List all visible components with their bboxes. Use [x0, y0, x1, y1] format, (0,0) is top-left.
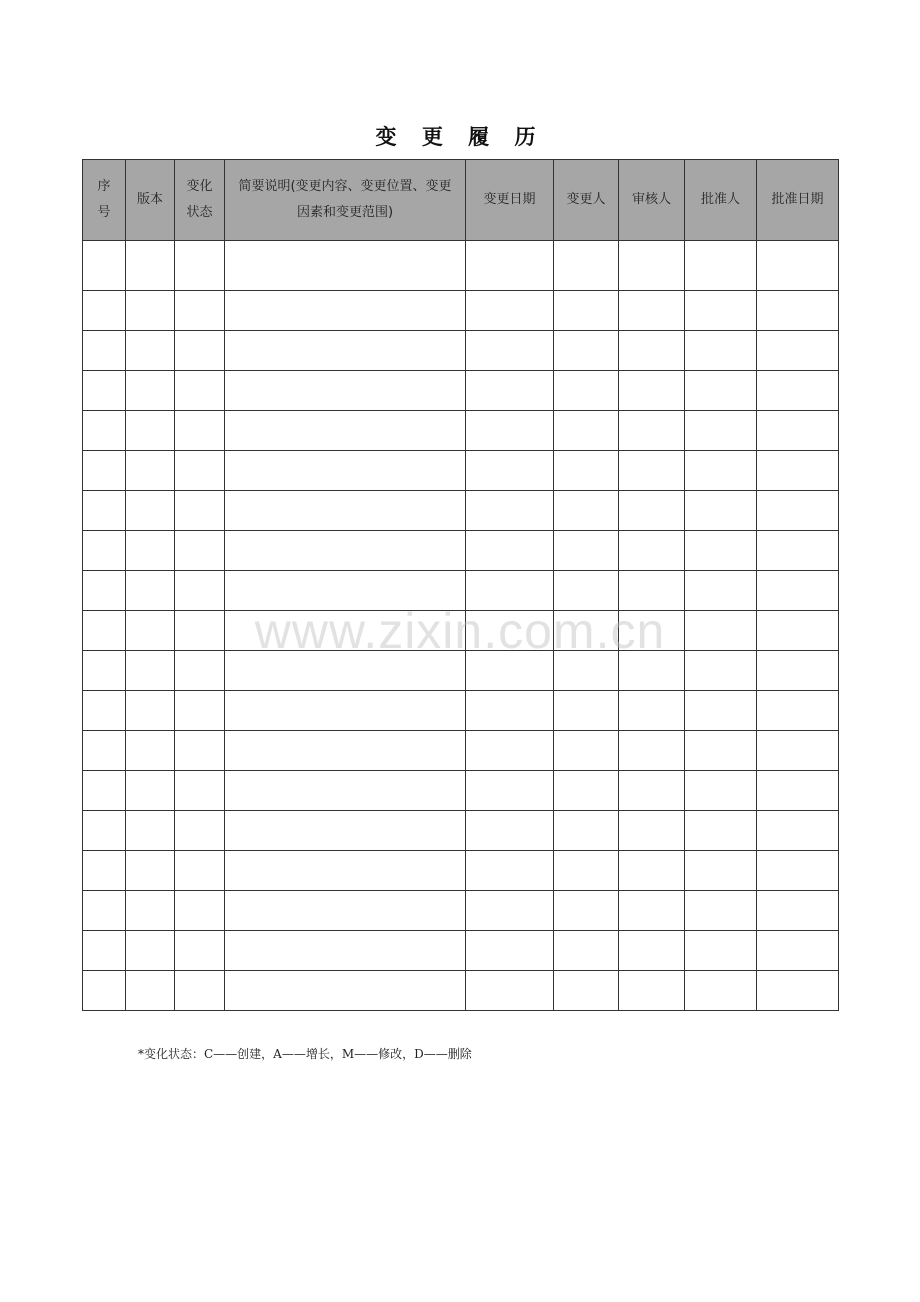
table-cell[interactable]: [225, 571, 466, 611]
table-cell[interactable]: [175, 811, 225, 851]
page-title: 变 更 履 历: [375, 124, 545, 149]
table-cell[interactable]: [757, 611, 839, 651]
table-cell[interactable]: [466, 731, 554, 771]
table-cell[interactable]: [757, 491, 839, 531]
table-cell[interactable]: [466, 691, 554, 731]
table-cell[interactable]: [757, 971, 839, 1011]
table-cell[interactable]: [466, 451, 554, 491]
table-cell[interactable]: [466, 491, 554, 531]
header-change-date: 变更日期: [466, 160, 554, 241]
table-cell[interactable]: [83, 411, 126, 451]
table-cell[interactable]: [619, 851, 685, 891]
table-cell[interactable]: [619, 491, 685, 531]
table-cell[interactable]: [619, 331, 685, 371]
table-cell[interactable]: [554, 411, 619, 451]
table-cell[interactable]: [126, 241, 175, 291]
table-cell[interactable]: [685, 571, 757, 611]
table-cell[interactable]: [126, 291, 175, 331]
table-cell[interactable]: [619, 731, 685, 771]
table-cell[interactable]: [83, 891, 126, 931]
table-cell[interactable]: [466, 851, 554, 891]
table-cell[interactable]: [225, 891, 466, 931]
table-row: [83, 931, 839, 971]
table-cell[interactable]: [83, 971, 126, 1011]
table-cell[interactable]: [126, 531, 175, 571]
table-cell[interactable]: [466, 611, 554, 651]
header-changed-by: 变更人: [554, 160, 619, 241]
table-cell[interactable]: [757, 851, 839, 891]
table-cell[interactable]: [175, 611, 225, 651]
table-cell[interactable]: [554, 771, 619, 811]
table-cell[interactable]: [685, 291, 757, 331]
table-cell[interactable]: [126, 771, 175, 811]
table-cell[interactable]: [225, 411, 466, 451]
table-cell[interactable]: [554, 331, 619, 371]
table-cell[interactable]: [685, 811, 757, 851]
table-cell[interactable]: [83, 651, 126, 691]
table-cell[interactable]: [685, 971, 757, 1011]
table-cell[interactable]: [619, 971, 685, 1011]
table-cell[interactable]: [685, 651, 757, 691]
table-cell[interactable]: [83, 931, 126, 971]
table-cell[interactable]: [225, 771, 466, 811]
table-cell[interactable]: [685, 771, 757, 811]
table-cell[interactable]: [466, 771, 554, 811]
table-cell[interactable]: [225, 611, 466, 651]
table-cell[interactable]: [126, 971, 175, 1011]
table-cell[interactable]: [175, 891, 225, 931]
table-cell[interactable]: [126, 371, 175, 411]
table-row: [83, 611, 839, 651]
table-cell[interactable]: [757, 691, 839, 731]
table-cell[interactable]: [554, 811, 619, 851]
table-cell[interactable]: [225, 651, 466, 691]
table-cell[interactable]: [225, 371, 466, 411]
change-history-table: [82, 159, 839, 1011]
table-cell[interactable]: [619, 241, 685, 291]
table-cell[interactable]: [554, 611, 619, 651]
table-row: [83, 851, 839, 891]
table-cell[interactable]: [225, 851, 466, 891]
table-row: [83, 771, 839, 811]
table-cell[interactable]: [619, 811, 685, 851]
table-cell[interactable]: [619, 891, 685, 931]
table-cell[interactable]: [83, 571, 126, 611]
table-row: [83, 811, 839, 851]
table-cell[interactable]: [757, 451, 839, 491]
table-row: [83, 971, 839, 1011]
table-row: [83, 731, 839, 771]
table-cell[interactable]: [83, 611, 126, 651]
table-cell[interactable]: [554, 851, 619, 891]
table-cell[interactable]: [757, 931, 839, 971]
table-cell[interactable]: [466, 971, 554, 1011]
table-cell[interactable]: [175, 931, 225, 971]
table-cell[interactable]: [225, 291, 466, 331]
table-cell[interactable]: [619, 531, 685, 571]
table-cell[interactable]: [225, 491, 466, 531]
table-cell[interactable]: [175, 851, 225, 891]
table-cell[interactable]: [225, 531, 466, 571]
table-cell[interactable]: [554, 931, 619, 971]
table-cell[interactable]: [685, 491, 757, 531]
table-cell[interactable]: [757, 371, 839, 411]
table-cell[interactable]: [126, 451, 175, 491]
table-cell[interactable]: [83, 291, 126, 331]
table-cell[interactable]: [175, 291, 225, 331]
table-row: [83, 571, 839, 611]
table-cell[interactable]: [126, 931, 175, 971]
change-status-note: *变化状态：C——创建，A——增长，M——修改，D——删除: [138, 1047, 472, 1061]
table-cell[interactable]: [554, 691, 619, 731]
table-cell[interactable]: [757, 291, 839, 331]
table-cell[interactable]: [619, 771, 685, 811]
table-cell[interactable]: [175, 731, 225, 771]
table-cell[interactable]: [83, 241, 126, 291]
table-cell[interactable]: [619, 651, 685, 691]
table-cell[interactable]: [554, 241, 619, 291]
table-row: [83, 371, 839, 411]
table-cell[interactable]: [126, 811, 175, 851]
table-row: [83, 651, 839, 691]
table-cell[interactable]: [83, 731, 126, 771]
table-cell[interactable]: [466, 811, 554, 851]
table-cell[interactable]: [225, 931, 466, 971]
table-row: [83, 331, 839, 371]
table-cell[interactable]: [619, 451, 685, 491]
header-serial-number: 序 号: [83, 160, 126, 241]
table-cell[interactable]: [619, 931, 685, 971]
table-cell[interactable]: [83, 491, 126, 531]
header-approver: 批准人: [685, 160, 757, 241]
table-row: [83, 691, 839, 731]
table-cell[interactable]: [225, 331, 466, 371]
table-cell[interactable]: [175, 651, 225, 691]
table-cell[interactable]: [757, 811, 839, 851]
table-cell[interactable]: [619, 611, 685, 651]
table-cell[interactable]: [83, 691, 126, 731]
table-cell[interactable]: [757, 571, 839, 611]
table-cell[interactable]: [466, 331, 554, 371]
table-cell[interactable]: [126, 491, 175, 531]
table-cell[interactable]: [685, 611, 757, 651]
table-cell[interactable]: [225, 811, 466, 851]
table-cell[interactable]: [619, 571, 685, 611]
header-description: 简要说明(变更内容、变更位置、变更 因素和变更范围): [225, 160, 466, 241]
table-cell[interactable]: [83, 331, 126, 371]
table-cell[interactable]: [126, 611, 175, 651]
table-cell[interactable]: [175, 531, 225, 571]
table-row: [83, 531, 839, 571]
table-cell[interactable]: [757, 411, 839, 451]
table-cell[interactable]: [466, 651, 554, 691]
table-row: [83, 891, 839, 931]
table-cell[interactable]: [554, 291, 619, 331]
table-cell[interactable]: [554, 451, 619, 491]
table-cell[interactable]: [757, 651, 839, 691]
table-cell[interactable]: [83, 531, 126, 571]
table-cell[interactable]: [225, 731, 466, 771]
table-cell[interactable]: [466, 241, 554, 291]
table-cell[interactable]: [175, 971, 225, 1011]
table-cell[interactable]: [175, 691, 225, 731]
header-version: 版本: [126, 160, 175, 241]
table-cell[interactable]: [554, 651, 619, 691]
table-cell[interactable]: [757, 531, 839, 571]
table-cell[interactable]: [619, 371, 685, 411]
table-header-row: [83, 160, 839, 241]
table-body: [83, 241, 839, 1011]
table-cell[interactable]: [83, 771, 126, 811]
header-approval-date: 批准日期: [757, 160, 839, 241]
table-cell[interactable]: [757, 771, 839, 811]
table-cell[interactable]: [175, 331, 225, 371]
table-row: [83, 411, 839, 451]
table-cell[interactable]: [619, 691, 685, 731]
table-cell[interactable]: [175, 771, 225, 811]
table-cell[interactable]: [685, 731, 757, 771]
table-row: [83, 491, 839, 531]
table-cell[interactable]: [126, 651, 175, 691]
table-cell[interactable]: [554, 731, 619, 771]
table-cell[interactable]: [757, 331, 839, 371]
table-cell[interactable]: [685, 851, 757, 891]
table-cell[interactable]: [126, 891, 175, 931]
table-cell[interactable]: [554, 531, 619, 571]
table-cell[interactable]: [619, 411, 685, 451]
table-cell[interactable]: [757, 241, 839, 291]
header-reviewer: 审核人: [619, 160, 685, 241]
table-cell[interactable]: [225, 451, 466, 491]
table-cell[interactable]: [554, 971, 619, 1011]
table-cell[interactable]: [685, 371, 757, 411]
table-cell[interactable]: [175, 491, 225, 531]
table-cell[interactable]: [466, 531, 554, 571]
table-cell[interactable]: [554, 371, 619, 411]
table-cell[interactable]: [225, 241, 466, 291]
table-cell[interactable]: [225, 691, 466, 731]
table-cell[interactable]: [83, 851, 126, 891]
table-cell[interactable]: [685, 931, 757, 971]
table-cell[interactable]: [554, 491, 619, 531]
table-cell[interactable]: [554, 891, 619, 931]
table-cell[interactable]: [685, 691, 757, 731]
table-cell[interactable]: [757, 891, 839, 931]
table-row: [83, 241, 839, 291]
table-cell[interactable]: [466, 571, 554, 611]
table-cell[interactable]: [83, 811, 126, 851]
table-cell[interactable]: [175, 411, 225, 451]
table-cell[interactable]: [554, 571, 619, 611]
watermark-text: www.zixin.com.cn: [254, 603, 666, 659]
table-cell[interactable]: [685, 331, 757, 371]
table-row: [83, 291, 839, 331]
table-cell[interactable]: [175, 571, 225, 611]
table-cell[interactable]: [466, 411, 554, 451]
table-cell[interactable]: [685, 891, 757, 931]
table-cell[interactable]: [175, 241, 225, 291]
table-cell[interactable]: [83, 451, 126, 491]
table-cell[interactable]: [126, 571, 175, 611]
table-cell[interactable]: [83, 371, 126, 411]
table-cell[interactable]: [619, 291, 685, 331]
table-cell[interactable]: [466, 291, 554, 331]
table-cell[interactable]: [466, 931, 554, 971]
table-cell[interactable]: [126, 691, 175, 731]
table-cell[interactable]: [225, 971, 466, 1011]
header-change-status: 变化 状态: [175, 160, 225, 241]
table-row: [83, 451, 839, 491]
table-cell[interactable]: [126, 331, 175, 371]
table-cell[interactable]: [685, 531, 757, 571]
table-cell[interactable]: [126, 731, 175, 771]
table-cell[interactable]: [126, 851, 175, 891]
table-cell[interactable]: [466, 371, 554, 411]
table-cell[interactable]: [175, 371, 225, 411]
table-cell[interactable]: [685, 451, 757, 491]
table-cell[interactable]: [685, 241, 757, 291]
table-cell[interactable]: [466, 891, 554, 931]
table-cell[interactable]: [757, 731, 839, 771]
table-cell[interactable]: [126, 411, 175, 451]
table-cell[interactable]: [175, 451, 225, 491]
table-cell[interactable]: [685, 411, 757, 451]
